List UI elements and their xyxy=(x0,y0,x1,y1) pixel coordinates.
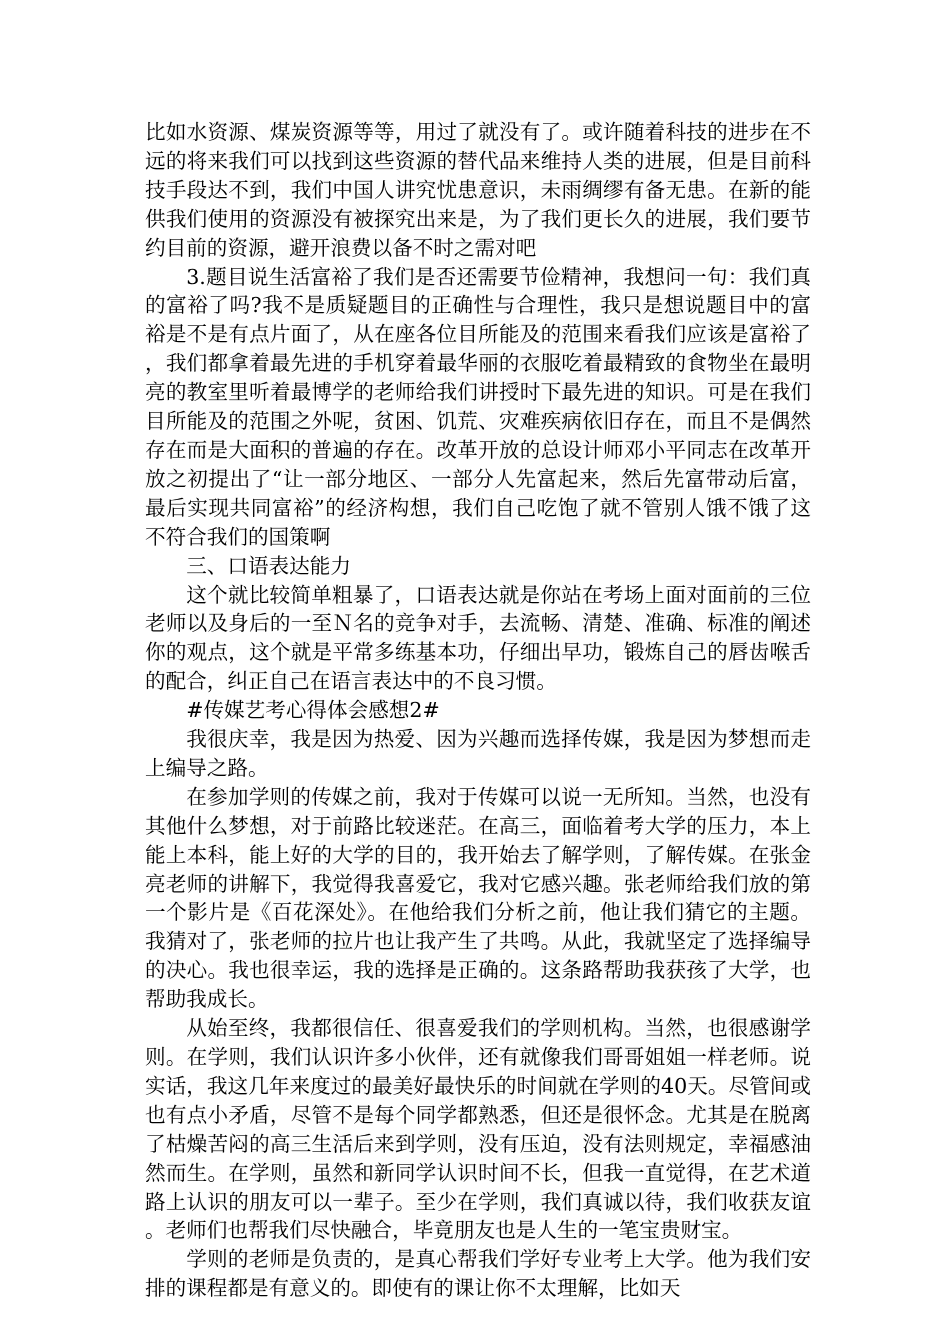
paragraph-teachers: 学则的老师是负责的，是真心帮我们学好专业考上大学。他为我们安排的课程都是有意义的。即使有的课让你不太理解，比如天 xyxy=(145,1247,811,1301)
paragraph-before-xueze: 在参加学则的传媒之前，我对于传媒可以说一无所知。当然，也没有其他什么梦想，对于前路比较迷茫。在高三，面临着考大学的压力，本上能上本科，能上好的大学的目的，我开始去了解学则，了解传媒。在张金亮老师的讲解下，我觉得我喜爱它，我对它感兴趣。张老师给我们放的第一个影片是《百花深处》。在他给我们分析之前，他让我们猜它的主题。我猜对了，张老师的拉片也让我产生了共鸣。从此，我就坚定了选择编导的决心。我也很幸运，我的选择是正确的。这条路帮助我获孩了大学，也帮助我成长。 xyxy=(145,784,811,1012)
paragraph-resource-conservation: 比如水资源、煤炭资源等等，用过了就没有了。或许随着科技的进步在不远的将来我们可以找到这些资源的替代品来维持人类的进展，但是目前科技手段达不到，我们中国人讲究忧患意识，未雨绸缪有备无患。在新的能供我们使用的资源没有被探究出来是，为了我们更长久的进展，我们要节约目前的资源，避开浪费以备不时之需对吧 xyxy=(145,120,811,260)
paragraph-chose-media: 我很庆幸，我是因为热爱、因为兴趣而选择传媒，我是因为梦想而走上编导之路。 xyxy=(145,727,811,780)
paragraph-point-3-wealth: 3.题目说生活富裕了我们是否还需要节俭精神，我想问一句：我们真的富裕了吗?我不是质疑题目的正确性与合理性，我只是想说题目中的富裕是不是有点片面了，从在座各位目所能及的范围来看我们应该是富裕了，我们都拿着最先进的手机穿着最华丽的衣服吃着最精致的食物坐在最明亮的教室里听着最博学的老师给我们讲授时下最先进的知识。可是在我们目所能及的范围之外呢，贫困、饥荒、灾难疾病依旧存在，而且不是偶然存在而是大面积的普遍的存在。改革开放的总设计师邓小平同志在改革开放之初提出了“让一部分地区、一部分人先富起来，然后先富带动后富，最后实现共同富裕”的经济构想，我们自己吃饱了就不管别人饿不饿了这不符合我们的国策啊 xyxy=(145,264,811,549)
article-title-2: #传媒艺考心得体会感想2# xyxy=(186,698,440,723)
section-heading-oral-expression: 三、口语表达能力 xyxy=(186,553,351,578)
paragraph-trust-xueze: 从始至终，我都很信任、很喜爱我们的学则机构。当然，也很感谢学则。在学则，我们认识许多小伙伴，还有就像我们哥哥姐姐一样老师。说实话，我这几年来度过的最美好最快乐的时间就在学则的40天。尽管间或也有点小矛盾，尽管不是每个同学都熟悉，但还是很怀念。尤其是在脱离了枯燥苦闷的高三生活后来到学则，没有压迫，没有法则规定，幸福感油然而生。在学则，虽然和新同学认识时间不长，但我一直觉得，在艺术道路上认识的朋友可以一辈子。至少在学则，我们真诚以待，我们收获友谊。老师们也帮我们尽快融合，毕竟朋友也是人生的一笔宝贵财宝。 xyxy=(145,1016,811,1243)
paragraph-oral-expression: 这个就比较简单粗暴了，口语表达就是你站在考场上面对面前的三位老师以及身后的一至Ｎ名的竞争对手，去流畅、清楚、准确、标准的阐述你的观点，这个就是平常多练基本功，仔细出早功，锻炼自己的唇齿喉舌的配合，纠正自己在语言表达中的不良习惯。 xyxy=(145,582,811,694)
document-page xyxy=(145,118,811,1303)
